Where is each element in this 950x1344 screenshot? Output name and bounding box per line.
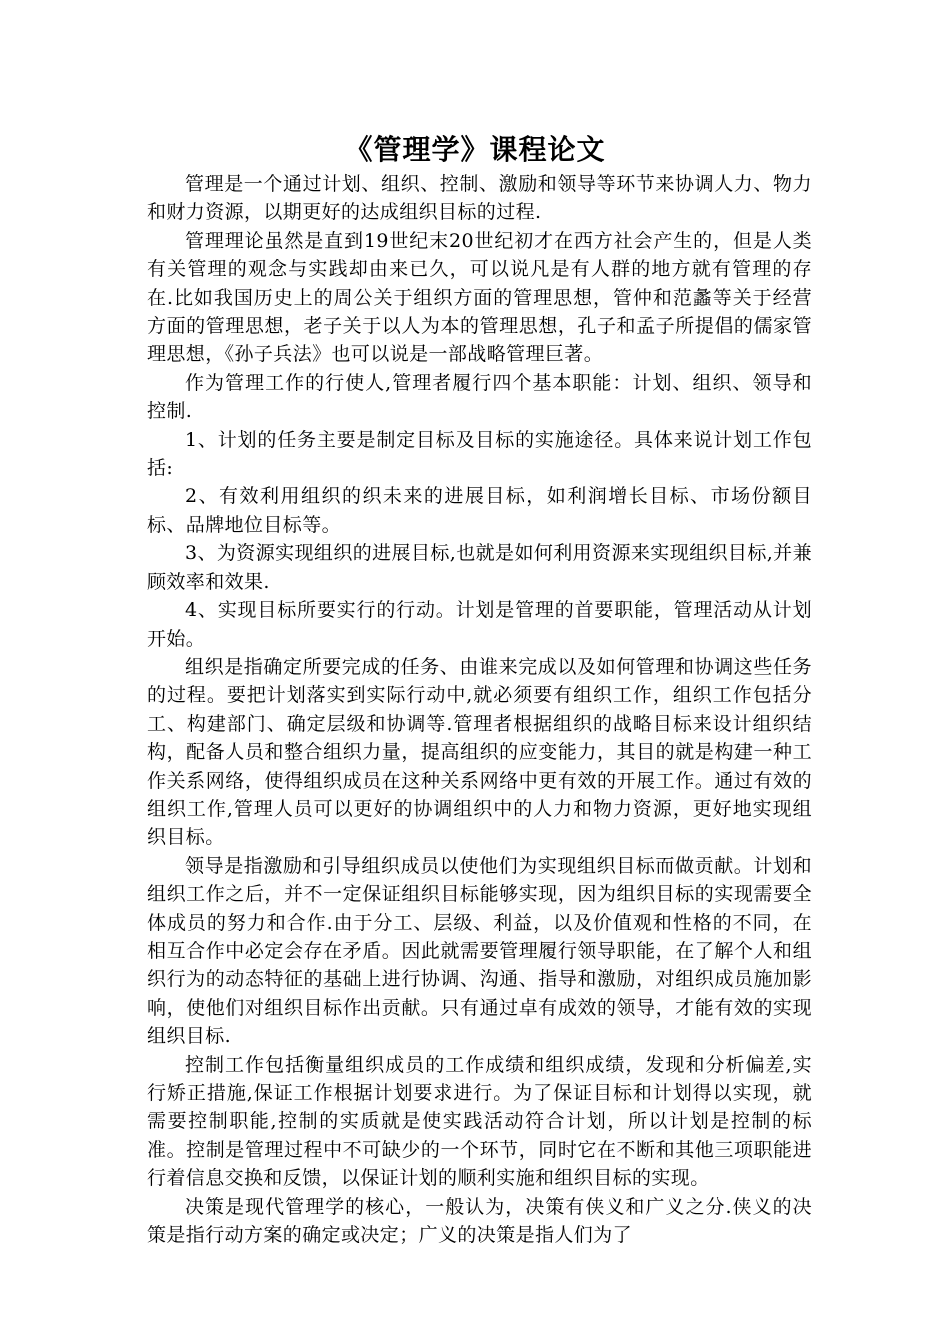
paragraph-planning-item-3: 3、为资源实现组织的进展目标,也就是如何利用资源来实现组织目标,并兼顾效率和效果. (147, 542, 812, 593)
paragraph-management-definition: 管理是一个通过计划、组织、控制、激励和领导等环节来协调人力、物力和财力资源，以期更好的达成组织目标的过程. (147, 173, 812, 224)
paragraph-management-history: 管理理论虽然是直到19世纪末20世纪初才在西方社会产生的，但是人类有关管理的观念与实践却由来已久，可以说凡是有人群的地方就有管理的存在.比如我国历史上的周公关于组织方面的管理思想，管仲和范蠡等关于经营方面的管理思想，老子关于以人为本的管理思想，孔子和孟子所提倡的儒家管理思想，《孙子兵法》也可以说是一部战略管理巨著。 (147, 229, 812, 366)
paragraph-four-functions: 作为管理工作的行使人,管理者履行四个基本职能：计划、组织、领导和控制. (147, 371, 812, 423)
paragraph-planning-item-2: 2、有效利用组织的织未来的进展目标，如利润增长目标、市场份额目标、品牌地位目标等。 (147, 485, 812, 536)
paragraph-planning-item-4: 4、实现目标所要实行的行动。计划是管理的首要职能，管理活动从计划开始。 (147, 599, 812, 650)
document-body (147, 170, 812, 1249)
paragraph-planning-item-1: 1、计划的任务主要是制定目标及目标的实施途径。具体来说计划工作包括: (147, 428, 812, 480)
paragraph-decision-making: 决策是现代管理学的核心，一般认为，决策有侠义和广义之分.侠义的决策是指行动方案的确定或决定；广义的决策是指人们为了 (147, 1195, 812, 1247)
paragraph-organizing: 组织是指确定所要完成的任务、由谁来完成以及如何管理和协调这些任务的过程。要把计划落实到实际行动中,就必须要有组织工作，组织工作包括分工、构建部门、确定层级和协调等.管理者根据组织的战略目标来设计组织结构，配备人员和整合组织力量，提高组织的应变能力，其目的就是构建一种工作关系网络，使得组织成员在这种关系网络中更有效的开展工作。通过有效的组织工作,管理人员可以更好的协调组织中的人力和物力资源，更好地实现组织目标。 (147, 655, 812, 849)
paragraph-leading: 领导是指激励和引导组织成员以使他们为实现组织目标而做贡献。计划和组织工作之后，并不一定保证组织目标能够实现，因为组织目标的实现需要全体成员的努力和合作.由于分工、层级、利益，以及价值观和性格的不同，在相互合作中必定会存在矛盾。因此就需要管理履行领导职能，在了解个人和组织行为的动态特征的基础上进行协调、沟通、指导和激励，对组织成员施加影响，使他们对组织目标作出贡献。只有通过卓有成效的领导，才能有效的实现组织目标. (147, 854, 812, 1048)
paragraph-controlling: 控制工作包括衡量组织成员的工作成绩和组织成绩，发现和分析偏差,实行矫正措施,保证工作根据计划要求进行。为了保证目标和计划得以实现，就需要控制职能,控制的实质就是使实践活动符合计划，所以计划是控制的标准。控制是管理过程中不可缺少的一个环节，同时它在不断和其他三项职能进行着信息交换和反馈，以保证计划的顺利实施和组织目标的实现。 (147, 1053, 812, 1190)
document-title: 《管理学》课程论文 (344, 133, 606, 166)
